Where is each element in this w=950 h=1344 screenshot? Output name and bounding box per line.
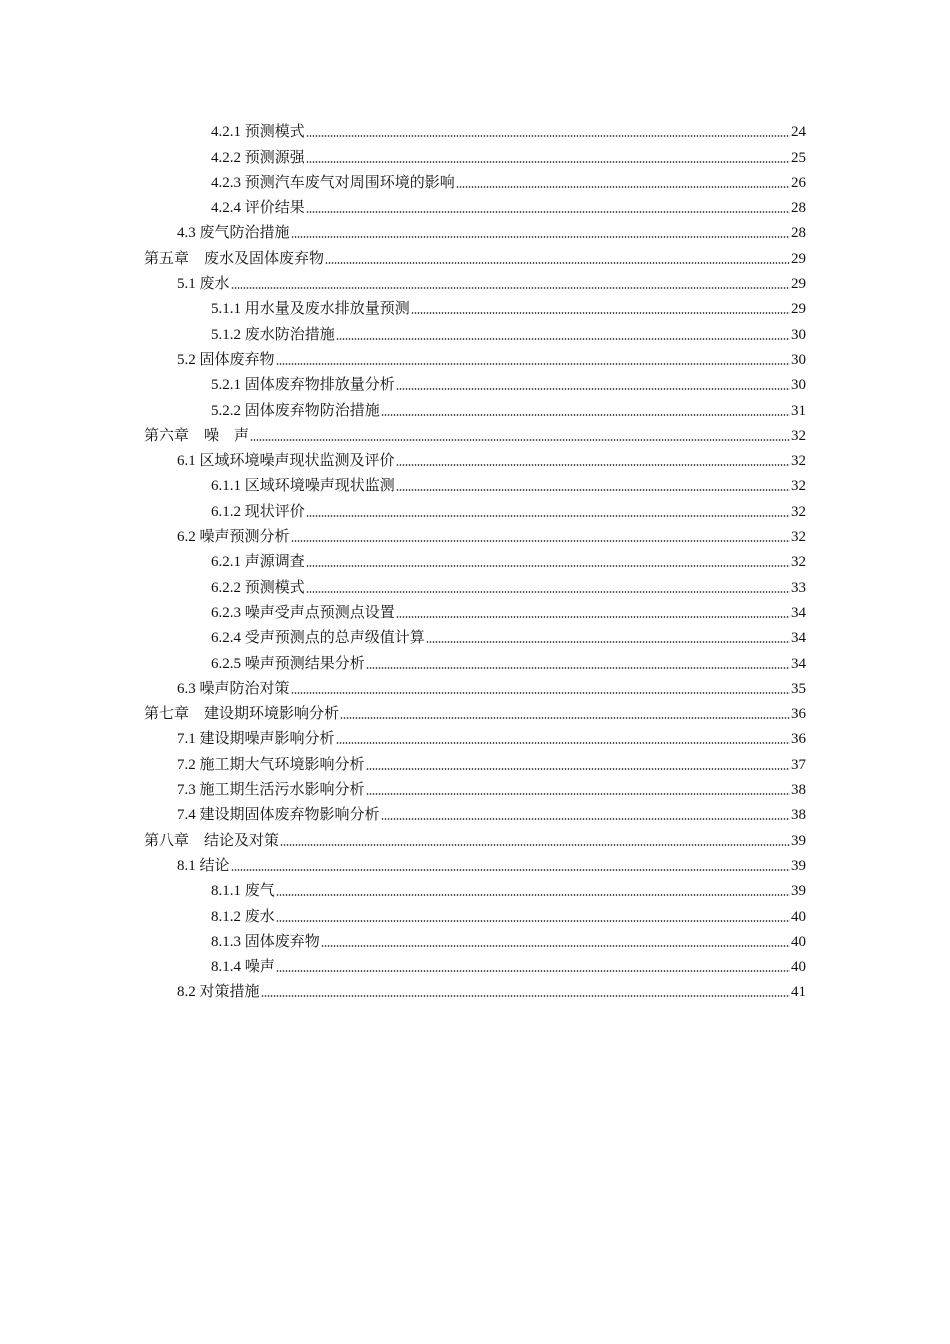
- toc-entry-title: 8.1.4 噪声: [211, 959, 275, 976]
- toc-entry-title: 6.2.4 受声预测点的总声级值计算: [211, 630, 425, 647]
- toc-dot-leader: [276, 363, 790, 365]
- toc-dot-leader: [366, 667, 790, 669]
- toc-dot-leader: [411, 312, 790, 314]
- toc-entry-title: 5.2.2 固体废弃物防治措施: [211, 402, 380, 419]
- toc-entry-title: 6.2 噪声预测分析: [177, 529, 290, 546]
- toc-dot-leader: [306, 565, 790, 567]
- toc-entry-title: 5.1 废水: [177, 276, 230, 293]
- toc-entry-title: 7.4 建设期固体废弃物影响分析: [177, 807, 380, 824]
- toc-dot-leader: [280, 844, 790, 846]
- toc-entry[interactable]: [144, 850, 806, 875]
- toc-entry-page-number: 40: [791, 933, 806, 950]
- toc-dot-leader: [231, 287, 790, 289]
- toc-entry[interactable]: [144, 824, 806, 849]
- toc-entry-title: 6.2.3 噪声受声点预测点设置: [211, 604, 395, 621]
- toc-entry[interactable]: [144, 167, 806, 192]
- toc-entry-page-number: 38: [791, 782, 806, 799]
- toc-entry[interactable]: [144, 875, 806, 900]
- toc-entry-title: 8.1 结论: [177, 857, 230, 874]
- toc-entry-page-number: 28: [791, 200, 806, 217]
- toc-dot-leader: [381, 818, 790, 820]
- toc-entry-page-number: 40: [791, 908, 806, 925]
- toc-entry[interactable]: [144, 141, 806, 166]
- toc-entry-title: 4.3 废气防治措施: [177, 225, 290, 242]
- toc-entry[interactable]: [144, 318, 806, 343]
- toc-entry[interactable]: [144, 622, 806, 647]
- toc-entry-title: 8.1.3 固体废弃物: [211, 933, 320, 950]
- toc-dot-leader: [250, 439, 790, 441]
- toc-entry-page-number: 32: [791, 427, 806, 444]
- toc-entry-title: 7.1 建设期噪声影响分析: [177, 731, 335, 748]
- toc-entry[interactable]: [144, 698, 806, 723]
- toc-dot-leader: [291, 692, 790, 694]
- toc-entry-title: 5.1.1 用水量及废水排放量预测: [211, 301, 410, 318]
- toc-entry-page-number: 34: [791, 655, 806, 672]
- toc-entry[interactable]: [144, 394, 806, 419]
- toc-entry[interactable]: [144, 470, 806, 495]
- toc-entry[interactable]: [144, 268, 806, 293]
- toc-dot-leader: [276, 894, 790, 896]
- toc-entry-title: 5.2 固体废弃物: [177, 351, 275, 368]
- toc-entry-title: 6.1 区域环境噪声现状监测及评价: [177, 453, 395, 470]
- toc-entry[interactable]: [144, 799, 806, 824]
- toc-entry-page-number: 31: [791, 402, 806, 419]
- toc-entry-page-number: 39: [791, 857, 806, 874]
- toc-entry-page-number: 28: [791, 225, 806, 242]
- toc-entry[interactable]: [144, 926, 806, 951]
- toc-entry-page-number: 30: [791, 326, 806, 343]
- toc-entry[interactable]: [144, 647, 806, 672]
- toc-dot-leader: [366, 793, 790, 795]
- toc-entry-page-number: 38: [791, 807, 806, 824]
- toc-entry-title: 4.2.2 预测源强: [211, 149, 305, 166]
- toc-entry-page-number: 32: [791, 529, 806, 546]
- toc-entry-title: 6.1.1 区域环境噪声现状监测: [211, 478, 395, 495]
- toc-entry[interactable]: [144, 344, 806, 369]
- toc-entry-page-number: 34: [791, 630, 806, 647]
- toc-dot-leader: [276, 920, 790, 922]
- toc-entry-title: 4.2.3 预测汽车废气对周围环境的影响: [211, 174, 455, 191]
- toc-entry-title: 4.2.4 评价结果: [211, 200, 305, 217]
- toc-entry-title: 5.1.2 废水防治措施: [211, 326, 335, 343]
- toc-entry-title: 第五章 废水及固体废弃物: [144, 250, 325, 267]
- toc-entry[interactable]: [144, 116, 806, 141]
- toc-dot-leader: [291, 540, 790, 542]
- toc-entry-page-number: 32: [791, 503, 806, 520]
- toc-entry-page-number: 39: [791, 832, 806, 849]
- toc-dot-leader: [291, 236, 790, 238]
- toc-entry-page-number: 41: [791, 984, 806, 1001]
- toc-entry[interactable]: [144, 521, 806, 546]
- toc-dot-leader: [306, 211, 790, 213]
- toc-entry[interactable]: [144, 420, 806, 445]
- toc-dot-leader: [456, 186, 790, 188]
- toc-entry[interactable]: [144, 495, 806, 520]
- toc-entry[interactable]: [144, 192, 806, 217]
- toc-entry[interactable]: [144, 217, 806, 242]
- toc-dot-leader: [396, 489, 790, 491]
- toc-entry-title: 第八章 结论及对策: [144, 832, 280, 849]
- toc-dot-leader: [261, 995, 790, 997]
- toc-entry[interactable]: [144, 571, 806, 596]
- toc-entry-page-number: 32: [791, 478, 806, 495]
- toc-entry[interactable]: [144, 293, 806, 318]
- toc-dot-leader: [306, 591, 790, 593]
- toc-entry-title: 7.2 施工期大气环境影响分析: [177, 756, 365, 773]
- toc-entry-title: 8.1.1 废气: [211, 883, 275, 900]
- toc-entry-page-number: 34: [791, 604, 806, 621]
- toc-entry-title: 6.3 噪声防治对策: [177, 680, 290, 697]
- toc-dot-leader: [426, 641, 790, 643]
- toc-entry-page-number: 39: [791, 883, 806, 900]
- toc-entry-page-number: 40: [791, 959, 806, 976]
- toc-dot-leader: [321, 945, 790, 947]
- toc-entry-page-number: 29: [791, 301, 806, 318]
- toc-entry[interactable]: [144, 976, 806, 1001]
- toc-entry-title: 第六章 噪 声: [144, 427, 250, 444]
- toc-dot-leader: [336, 338, 790, 340]
- toc-entry-page-number: 30: [791, 351, 806, 368]
- toc-entry-page-number: 33: [791, 579, 806, 596]
- toc-entry[interactable]: [144, 369, 806, 394]
- toc-entry[interactable]: [144, 951, 806, 976]
- toc-entry[interactable]: [144, 546, 806, 571]
- toc-entry[interactable]: [144, 900, 806, 925]
- toc-dot-leader: [366, 768, 790, 770]
- toc-dot-leader: [276, 970, 790, 972]
- toc-dot-leader: [306, 515, 790, 517]
- toc-dot-leader: [381, 414, 790, 416]
- toc-entry-title: 6.2.2 预测模式: [211, 579, 305, 596]
- toc-entry[interactable]: [144, 723, 806, 748]
- toc-entry-title: 6.2.5 噪声预测结果分析: [211, 655, 365, 672]
- toc-entry[interactable]: [144, 597, 806, 622]
- toc-entry-title: 5.2.1 固体废弃物排放量分析: [211, 377, 395, 394]
- toc-dot-leader: [336, 742, 790, 744]
- toc-entry-page-number: 37: [791, 756, 806, 773]
- toc-entry-page-number: 32: [791, 554, 806, 571]
- toc-dot-leader: [396, 388, 790, 390]
- toc-dot-leader: [340, 717, 790, 719]
- toc-dot-leader: [231, 869, 790, 871]
- toc-entry[interactable]: [144, 445, 806, 470]
- toc-entry-title: 4.2.1 预测模式: [211, 124, 305, 141]
- toc-entry-page-number: 24: [791, 124, 806, 141]
- toc-entry[interactable]: [144, 748, 806, 773]
- toc-entry-page-number: 30: [791, 377, 806, 394]
- toc-entry[interactable]: [144, 673, 806, 698]
- toc-dot-leader: [306, 161, 790, 163]
- toc-entry-title: 第七章 建设期环境影响分析: [144, 706, 340, 723]
- toc-entry[interactable]: [144, 774, 806, 799]
- toc-entry-page-number: 36: [791, 706, 806, 723]
- toc-dot-leader: [396, 616, 790, 618]
- toc-entry-page-number: 35: [791, 680, 806, 697]
- table-of-contents: [144, 116, 806, 1001]
- toc-dot-leader: [306, 135, 790, 137]
- toc-entry-page-number: 26: [791, 174, 806, 191]
- toc-entry[interactable]: [144, 242, 806, 267]
- toc-dot-leader: [325, 262, 790, 264]
- toc-entry-title: 7.3 施工期生活污水影响分析: [177, 782, 365, 799]
- toc-entry-page-number: 29: [791, 250, 806, 267]
- toc-entry-title: 8.1.2 废水: [211, 908, 275, 925]
- toc-entry-title: 8.2 对策措施: [177, 984, 260, 1001]
- toc-entry-page-number: 25: [791, 149, 806, 166]
- toc-entry-page-number: 32: [791, 453, 806, 470]
- toc-entry-title: 6.1.2 现状评价: [211, 503, 305, 520]
- toc-entry-page-number: 36: [791, 731, 806, 748]
- toc-entry-page-number: 29: [791, 276, 806, 293]
- toc-dot-leader: [396, 464, 790, 466]
- toc-entry-title: 6.2.1 声源调查: [211, 554, 305, 571]
